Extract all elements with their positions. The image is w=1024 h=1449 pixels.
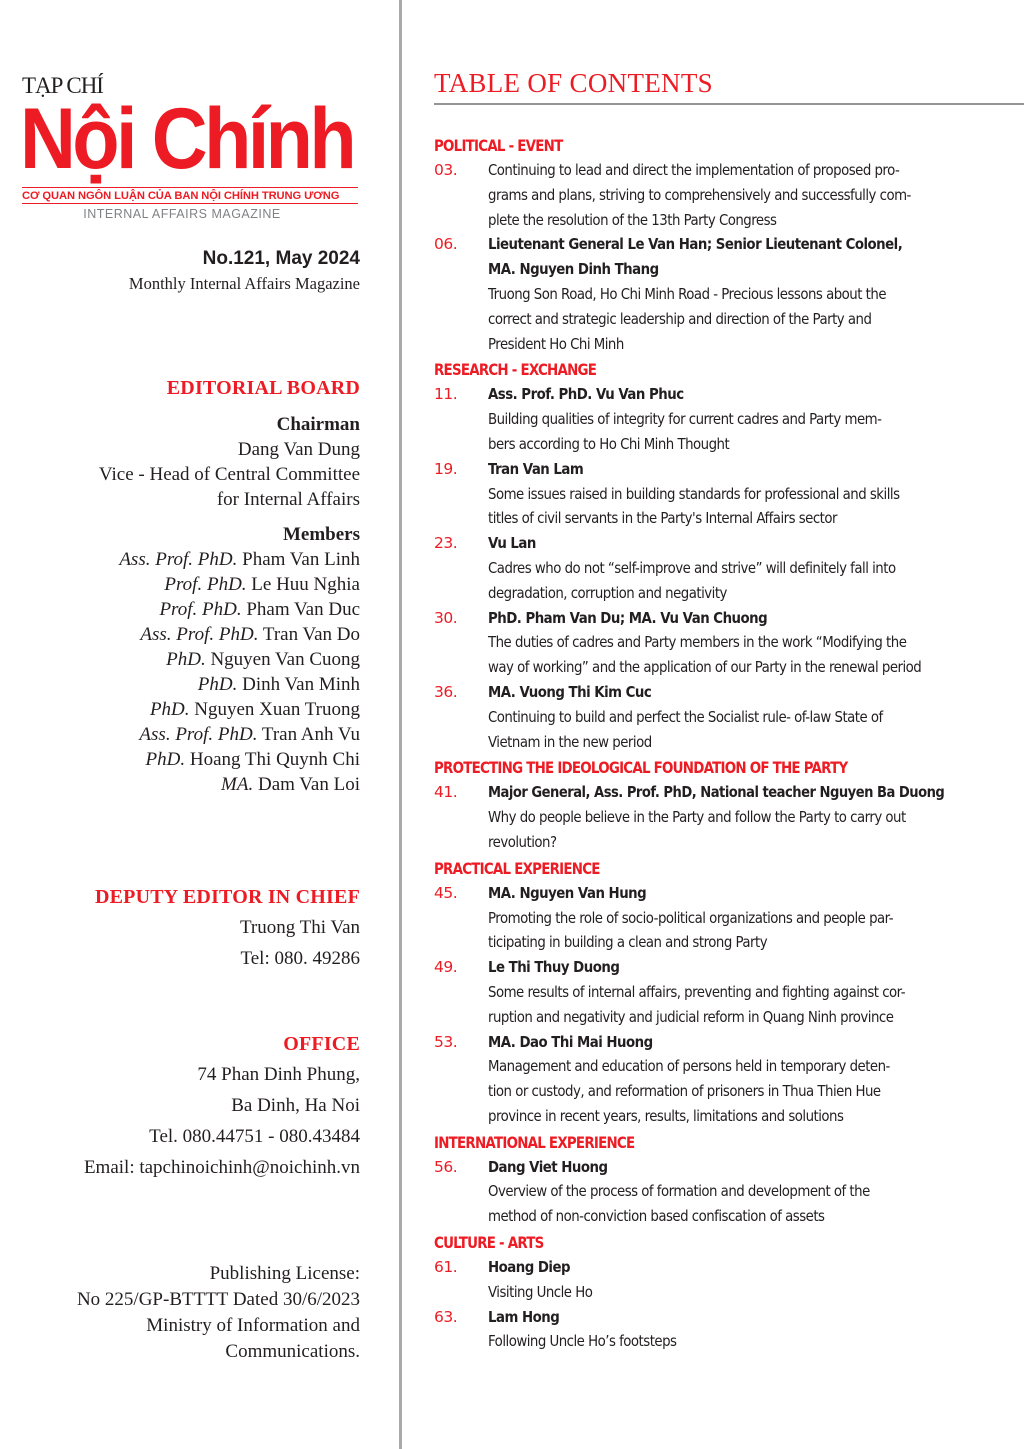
member-name: Nguyen Van Cuong	[210, 649, 360, 670]
masthead-column	[0, 0, 400, 1449]
issue-number: No.121, May 2024	[202, 248, 360, 269]
member-title: Ass. Prof. PhD.	[139, 724, 258, 745]
toc-entry-body	[488, 158, 946, 232]
toc-article-title	[488, 282, 946, 356]
office-title: OFFICE	[283, 1033, 360, 1055]
toc-article-title-line: plete the resolution of the 13th Party Congress	[488, 210, 777, 229]
toc-entry[interactable]	[434, 680, 946, 754]
toc-author: Lam Hong	[488, 1307, 560, 1326]
toc-author: MA. Nguyen Dinh Thang	[488, 260, 659, 279]
toc-entry-body	[488, 1305, 946, 1355]
chairman-role-line: Vice - Head of Central Committee	[98, 464, 360, 485]
toc-article-title	[488, 630, 946, 680]
member-name: Hoang Thi Quynh Chi	[189, 749, 360, 770]
toc-section-heading: PROTECTING THE IDEOLOGICAL FOUNDATION OF THE PARTY	[434, 759, 848, 778]
toc-article-title	[488, 980, 946, 1030]
member-row	[0, 772, 360, 797]
toc-author: MA. Dao Thi Mai Huong	[488, 1032, 653, 1051]
toc-article-title	[488, 556, 946, 606]
toc-entry[interactable]	[434, 457, 946, 531]
member-row	[0, 722, 360, 747]
toc-page-number: 19.	[434, 459, 458, 478]
toc-entry[interactable]	[434, 1155, 946, 1229]
toc-article-title-line: ruption and negativity and judicial reform in Quang Ninh province	[488, 1007, 894, 1026]
office-tel: Tel. 080.44751 - 080.43484	[149, 1126, 360, 1147]
toc-article-title-line: method of non-conviction based confiscation of assets	[488, 1207, 825, 1226]
toc-entry-body	[488, 1255, 946, 1305]
toc-article-title-line: Vietnam in the new period	[488, 732, 652, 751]
member-name: Nguyen Xuan Truong	[194, 699, 360, 720]
toc-author: Le Thi Thuy Duong	[488, 958, 620, 977]
toc-article-title-line: Continuing to build and perfect the Socialist rule- of-law State of	[488, 707, 883, 726]
toc-entry-body	[488, 881, 946, 955]
toc-entry[interactable]	[434, 1030, 946, 1129]
logo-prefix: TẠP CHÍ	[22, 73, 103, 98]
member-row	[0, 547, 360, 572]
member-name: Dam Van Loi	[257, 774, 360, 795]
toc-entry[interactable]	[434, 531, 946, 605]
toc-rule	[434, 103, 1024, 105]
toc-article-title-line: Building qualities of integrity for current cadres and Party mem-	[488, 410, 882, 429]
toc-article-title-line: ticipating in building a clean and strong Party	[488, 933, 768, 952]
toc-article-title-line: titles of civil servants in the Party's Internal Affairs sector	[488, 509, 837, 528]
toc-entry[interactable]	[434, 1305, 946, 1355]
toc-entry[interactable]	[434, 955, 946, 1029]
toc-author: Dang Viet Huong	[488, 1157, 608, 1176]
toc-article-title-line: degradation, corruption and negativity	[488, 583, 727, 602]
toc-article-title-line: Some results of internal affairs, preventing and fighting against cor-	[488, 982, 906, 1001]
members-list	[0, 547, 360, 797]
toc-page-number: 53.	[434, 1032, 458, 1051]
issue-info	[0, 248, 360, 296]
office-address-line: Ba Dinh, Ha Noi	[231, 1095, 360, 1116]
office-address-line: 74 Phan Dinh Phung,	[197, 1064, 360, 1085]
member-name: Tran Anh Vu	[261, 724, 360, 745]
member-name: Le Huu Nghia	[251, 574, 360, 595]
toc-entry[interactable]	[434, 158, 946, 232]
toc-entry-body	[488, 232, 946, 356]
toc-section-heading: CULTURE - ARTS	[434, 1234, 544, 1253]
toc-article-title-line: The duties of cadres and Party members in the work “Modifying the	[488, 633, 907, 652]
toc-author: Vu Lan	[488, 534, 536, 553]
toc-author: MA. Nguyen Van Hung	[488, 883, 647, 902]
member-title: Prof. PhD.	[164, 574, 247, 595]
toc-article-title-line: tion or custody, and reformation of prisoners in Thua Thien Hue	[488, 1082, 881, 1101]
toc-section-heading: PRACTICAL EXPERIENCE	[434, 859, 600, 878]
toc-list	[434, 132, 946, 1354]
toc-section-heading: INTERNATIONAL EXPERIENCE	[434, 1133, 635, 1152]
toc-article-title-line: Overview of the process of formation and development of the	[488, 1182, 870, 1201]
toc-page-number: 56.	[434, 1157, 458, 1176]
chairman-role-line: for Internal Affairs	[216, 489, 360, 510]
editorial-board-title: EDITORIAL BOARD	[166, 377, 360, 399]
member-name: Pham Van Duc	[246, 599, 360, 620]
toc-article-title	[488, 407, 946, 457]
column-divider	[399, 0, 402, 1449]
member-title: PhD.	[149, 699, 190, 720]
toc-article-title-line: Visiting Uncle Ho	[488, 1282, 593, 1301]
chairman-label: Chairman	[276, 414, 360, 435]
office-email: Email: tapchinoichinh@noichinh.vn	[83, 1157, 360, 1178]
toc-page-number: 41.	[434, 783, 458, 802]
member-title: Prof. PhD.	[159, 599, 242, 620]
toc-section-heading: RESEARCH - EXCHANGE	[434, 361, 597, 380]
toc-author: Hoang Diep	[488, 1258, 571, 1277]
logo-tagline-strip	[22, 187, 358, 204]
member-row	[0, 672, 360, 697]
toc-section-heading: POLITICAL - EVENT	[434, 137, 563, 155]
license-line: No 225/GP-BTTTT Dated 30/6/2023	[76, 1289, 360, 1310]
toc-entry-body	[488, 1155, 946, 1229]
member-title: MA.	[221, 774, 254, 795]
toc-entry-body	[488, 680, 946, 754]
toc-article-title-line: Management and education of persons held in temporary deten-	[488, 1057, 890, 1076]
toc-article-title-line: correct and strategic leadership and direction of the Party and	[488, 309, 872, 328]
toc-page-number: 63.	[434, 1307, 458, 1326]
toc-entry[interactable]	[434, 1255, 946, 1305]
toc-article-title	[488, 705, 946, 755]
deputy-editor-name: Truong Thi Van	[239, 917, 360, 938]
toc-article-title	[488, 1179, 946, 1229]
toc-page-number: 03.	[434, 161, 458, 179]
member-name: Tran Van Do	[262, 624, 360, 645]
chairman-name: Dang Van Dung	[237, 439, 360, 460]
toc-page-number: 30.	[434, 608, 458, 627]
issue-subtitle: Monthly Internal Affairs Magazine	[128, 274, 360, 293]
toc-page-number: 06.	[434, 235, 458, 254]
member-row	[0, 597, 360, 622]
toc-article-title-line: Some issues raised in building standards for professional and skills	[488, 484, 900, 503]
toc-entry[interactable]	[434, 382, 946, 456]
toc-page-number: 49.	[434, 958, 458, 977]
toc-author: Ass. Prof. PhD. Vu Van Phuc	[488, 385, 684, 404]
member-title: PhD.	[145, 749, 186, 770]
toc-article-title-line: Promoting the role of socio-political organizations and people par-	[488, 908, 894, 927]
toc-page-number: 45.	[434, 883, 458, 902]
toc-entry-body	[488, 606, 946, 680]
deputy-editor-title: DEPUTY EDITOR IN CHIEF	[95, 886, 360, 908]
logo-tagline: CƠ QUAN NGÔN LUẬN CỦA BAN NỘI CHÍNH TRUNG ƯƠNG	[22, 190, 340, 202]
toc-author: MA. Vuong Thi Kim Cuc	[488, 682, 652, 701]
toc-page-number: 11.	[434, 385, 458, 404]
license-line: Communications.	[225, 1341, 360, 1362]
toc-article-title-line: revolution?	[488, 832, 557, 851]
toc-entry[interactable]	[434, 232, 946, 356]
toc-column	[434, 0, 1024, 1449]
publishing-license	[0, 1261, 360, 1365]
member-row	[0, 572, 360, 597]
toc-article-title	[488, 1329, 946, 1354]
toc-article-title-line: grams and plans, striving to comprehensively and successfully com-	[488, 185, 911, 204]
toc-entry-body	[488, 955, 946, 1029]
toc-article-title	[488, 1054, 946, 1128]
logo-english-name: INTERNAL AFFAIRS MAGAZINE	[83, 207, 281, 221]
toc-title: TABLE OF CONTENTS	[434, 68, 713, 98]
toc-article-title	[488, 158, 946, 232]
member-row	[0, 647, 360, 672]
toc-author: PhD. Pham Van Du; MA. Vu Van Chuong	[488, 608, 768, 627]
toc-page-number: 36.	[434, 682, 458, 701]
member-title: Ass. Prof. PhD.	[119, 549, 238, 570]
toc-author: Tran Van Lam	[488, 459, 584, 478]
member-row	[0, 697, 360, 722]
member-row	[0, 747, 360, 772]
toc-author: Major General, Ass. Prof. PhD, National teacher Nguyen Ba Duong	[488, 783, 945, 802]
member-name: Dinh Van Minh	[242, 674, 360, 695]
toc-article-title-line: Cadres who do not “self-improve and strive” will definitely fall into	[488, 558, 896, 577]
toc-article-title-line: Why do people believe in the Party and follow the Party to carry out	[488, 808, 906, 827]
toc-page-number: 23.	[434, 534, 458, 553]
toc-author: Lieutenant General Le Van Han; Senior Lieutenant Colonel,	[488, 235, 903, 254]
toc-article-title-line: bers according to Ho Chi Minh Thought	[488, 434, 730, 453]
toc-entry-body	[488, 457, 946, 531]
member-title: PhD.	[166, 649, 206, 670]
toc-entry-body	[488, 382, 946, 456]
member-name: Pham Van Linh	[242, 549, 360, 570]
toc-entry[interactable]	[434, 780, 946, 854]
member-title: Ass. Prof. PhD.	[140, 624, 259, 645]
toc-entry-body	[488, 780, 946, 854]
magazine-logo	[22, 74, 362, 221]
members-label: Members	[282, 524, 360, 545]
toc-article-title-line: province in recent years, results, limitations and solutions	[488, 1106, 844, 1125]
license-line: Ministry of Information and	[146, 1315, 360, 1336]
toc-article-title-line: Continuing to lead and direct the implementation of proposed pro-	[488, 161, 900, 179]
toc-article-title-line: way of working” and the application of our Party in the renewal period	[488, 658, 922, 677]
toc-entry[interactable]	[434, 606, 946, 680]
member-title: PhD.	[197, 674, 238, 695]
logo-name: Nội Chính	[20, 91, 354, 187]
editorial-board	[0, 376, 360, 797]
toc-entry-body	[488, 531, 946, 605]
toc-article-title	[488, 805, 946, 855]
deputy-editor	[0, 885, 360, 974]
toc-article-title-line: Following Uncle Ho’s footsteps	[488, 1332, 677, 1351]
member-row	[0, 622, 360, 647]
toc-article-title	[488, 1280, 946, 1305]
toc-entry-body	[488, 1030, 946, 1129]
license-line: Publishing License:	[209, 1263, 360, 1284]
office-info	[0, 1032, 360, 1183]
toc-article-title-line: Truong Son Road, Ho Chi Minh Road - Precious lessons about the	[488, 284, 887, 303]
toc-page-number: 61.	[434, 1258, 458, 1277]
toc-entry[interactable]	[434, 881, 946, 955]
toc-article-title	[488, 906, 946, 956]
deputy-editor-tel: Tel: 080. 49286	[240, 948, 360, 969]
toc-article-title	[488, 482, 946, 532]
toc-article-title-line: President Ho Chi Minh	[488, 334, 624, 353]
